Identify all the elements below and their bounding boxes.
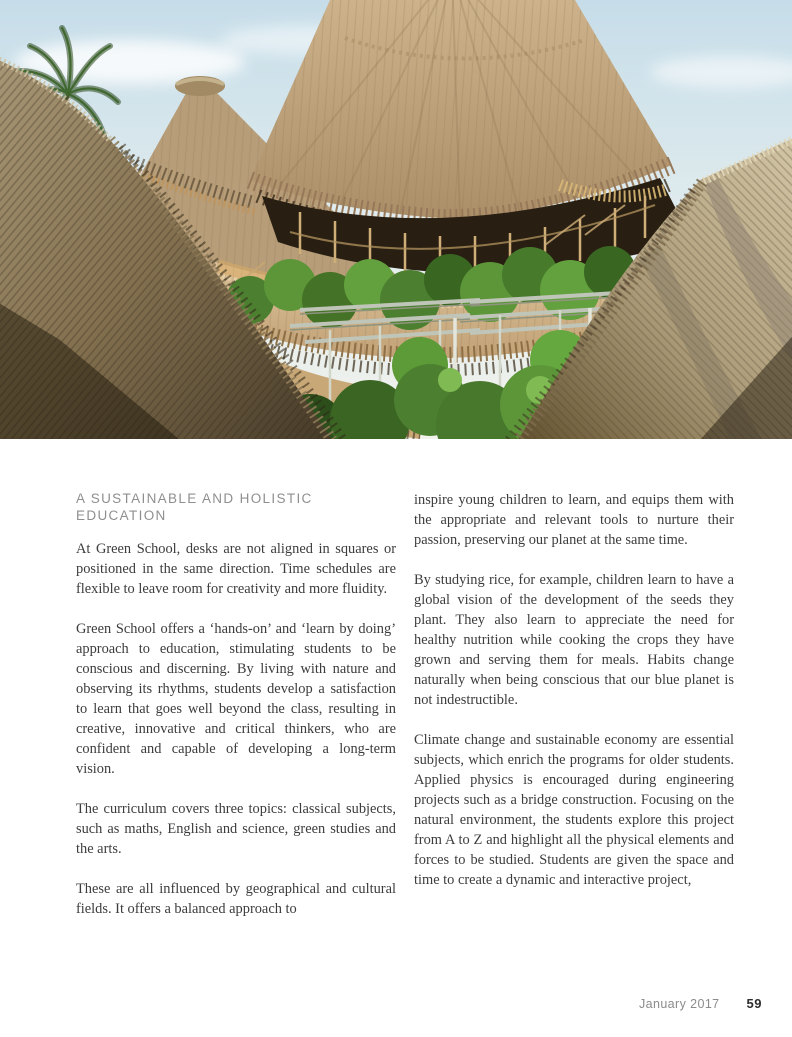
hero-photo-illustration [0, 0, 792, 439]
hero-photo [0, 0, 792, 439]
article-column-right [414, 490, 734, 919]
page-footer [639, 996, 762, 1011]
paragraph-right-3: Climate change and sustainable economy are essential subjects, which enrich the programs for older students. Applied physics is encouraged during engineering projects such as a bridge construction. Focusing on the natural environment, the students explore this project from A to Z and highlight all the physical elements and forces to be studied. Students are given the space and time to create a dynamic and interactive project, [414, 732, 734, 888]
paragraph-left-1: At Green School, desks are not aligned in squares or positioned in the same direction. Time schedules are flexible to leave room for creativity and more fluidity. [76, 541, 396, 597]
article-body [76, 490, 734, 919]
paragraph-left-4: These are all influenced by geographical and cultural fields. It offers a balanced approach to [76, 881, 396, 917]
paragraph-right-1: inspire young children to learn, and equips them with the appropriate and relevant tools to nurture their passion, preserving our planet at the same time. [414, 492, 734, 548]
paragraph-left-3: The curriculum covers three topics: classical subjects, such as maths, English and science, green studies and the arts. [76, 801, 396, 857]
footer-page-number: 59 [746, 996, 762, 1011]
paragraph-left-2: Green School offers a ‘hands-on’ and ‘learn by doing’ approach to education, stimulating students to be conscious and discerning. By living with nature and observing its rhythms, students develop a satisfaction to learn that goes well beyond the class, resulting in creative, innovative and critical thinkers, who are confident and capable of developing a long-term vision. [76, 621, 396, 777]
article-column-left [76, 490, 396, 919]
paragraph-right-2: By studying rice, for example, children learn to have a global vision of the development of the seeds they plant. They also learn to appreciate the need for healthy nutrition while cooking the crops they have grown and serving them for meals. Habits change naturally when being conscious that our blue planet is not indestructible. [414, 572, 734, 708]
article-heading: A SUSTAINABLE AND HOLISTIC EDUCATION [76, 491, 313, 523]
footer-issue-date: January 2017 [638, 997, 720, 1011]
